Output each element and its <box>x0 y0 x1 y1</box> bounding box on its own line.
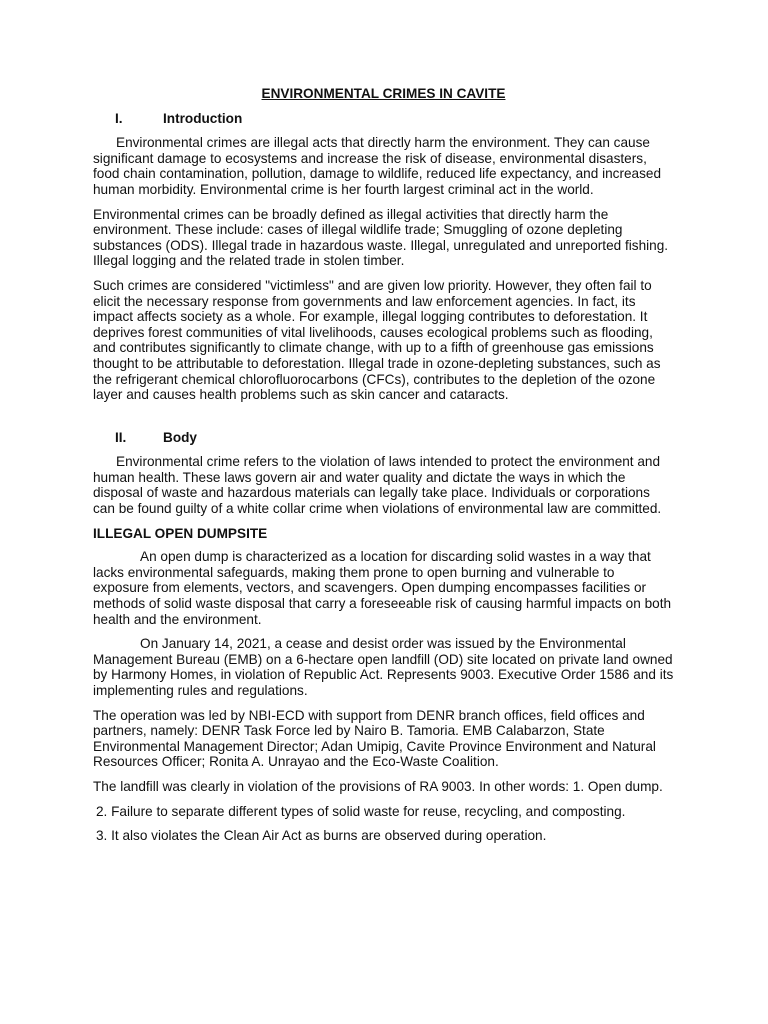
section-heading-body <box>93 430 674 446</box>
subheading-illegal-open-dumpsite: ILLEGAL OPEN DUMPSITE <box>93 525 268 541</box>
section-number: II. <box>115 429 127 445</box>
document-title: ENVIRONMENTAL CRIMES IN CAVITE <box>261 86 506 101</box>
list-item-3: 3. It also violates the Clean Air Act as burns are observed during operation. <box>96 828 547 844</box>
list-item-2: 2. Failure to separate different types of solid waste for reuse, recycling, and composting. <box>96 803 626 819</box>
body-paragraph-5: The landfill was clearly in violation of the provisions of RA 9003. In other words: 1. Open dump. <box>93 778 663 794</box>
section-number: I. <box>115 110 123 126</box>
section-title: Body <box>163 429 197 445</box>
intro-paragraph-3: Such crimes are considered "victimless" and are given low priority. However, they often fail to elicit the necessary response from governments and law enforcement agencies. In fact, its impact affects society as a whole. For example, illegal logging contributes to deforestation. It deprives forest communities of vital livelihoods, causes ecological problems such as flooding, and contributes significantly to climate change, with up to a fifth of greenhouse gas emissions thought to be attributable to deforestation. Illegal trade in ozone-depleting substances, such as the refrigerant chemical chlorofluorocarbons (CFCs), contributes to the depletion of the ozone layer and causes health problems such as skin cancer and cataracts. <box>93 277 661 403</box>
section-title: Introduction <box>163 110 243 126</box>
intro-paragraph-2: Environmental crimes can be broadly defined as illegal activities that directly harm the environment. These include: cases of illegal wildlife trade; Smuggling of ozone depleting substances (ODS). Illegal trade in hazardous waste. Illegal, unregulated and unreported fishing. Illegal logging and the related trade in stolen timber. <box>93 206 669 269</box>
body-paragraph-4: The operation was led by NBI-ECD with support from DENR branch offices, field offices and partners, namely: DENR Task Force led by Nairo B. Tamoria. EMB Calabarzon, State Environmental Management Director; Adan Umipig, Cavite Province Environment and Natural Resources Officer; Ronita A. Unrayao and the Eco-Waste Coalition. <box>93 707 656 770</box>
spacer <box>93 412 674 430</box>
intro-paragraph-1: Environmental crimes are illegal acts that directly harm the environment. They can cause significant damage to ecosystems and increase the risk of disease, environmental disasters, food chain contamination, pollution, damage to wildlife, reduced life expectancy, and increased human morbidity. Environmental crime is her fourth largest criminal act in the world. <box>93 135 662 197</box>
body-paragraph-3: On January 14, 2021, a cease and desist order was issued by the Environmental Management Bureau (EMB) on a 6-hectare open landfill (OD) site located on private land owned by Harmony Homes, in violation of Republic Act. Represents 9003. Executive Order 1586 and its implementing rules and regulations. <box>93 636 674 698</box>
section-heading-introduction <box>93 111 674 127</box>
body-paragraph-1: Environmental crime refers to the violation of laws intended to protect the environment and human health. These laws govern air and water quality and dictate the ways in which the disposal of waste and hazardous materials can legally take place. Individuals or corporations can be found guilty of a white collar crime when violations of environmental law are committed. <box>93 454 662 517</box>
body-paragraph-2: An open dump is characterized as a location for discarding solid wastes in a way that lacks environmental safeguards, making them prone to open burning and vulnerable to exposure from elements, vectors, and scavengers. Open dumping encompasses facilities or methods of solid waste disposal that carry a foreseeable risk of causing harmful impacts on both health and the environment. <box>93 549 672 627</box>
